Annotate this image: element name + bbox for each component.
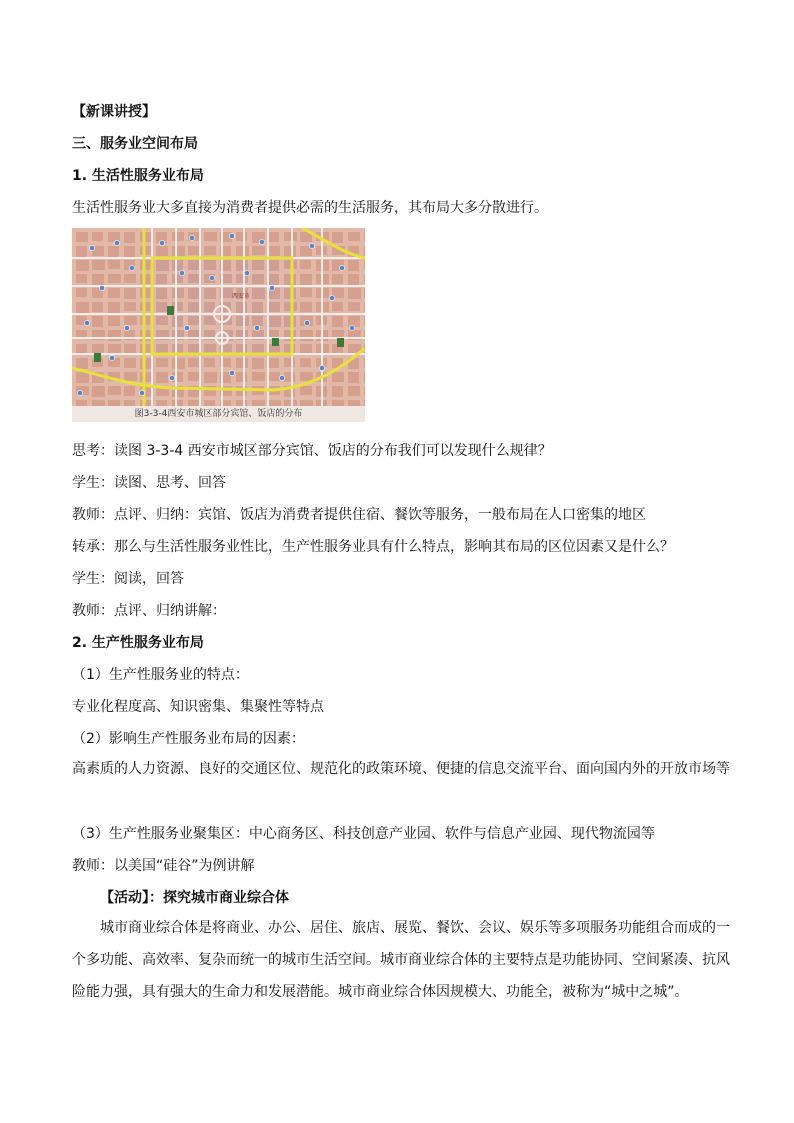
city-block — [364, 232, 365, 241]
city-block — [236, 246, 249, 256]
city-block — [140, 316, 152, 325]
city-block — [236, 386, 247, 396]
city-block — [204, 400, 215, 406]
hotel-marker — [304, 320, 309, 325]
city-block — [108, 260, 120, 269]
city-block — [76, 344, 87, 354]
city-block — [172, 232, 184, 241]
city-block — [204, 372, 217, 383]
city-block — [268, 274, 279, 285]
student-response-1: 学生：读图、思考、回答 — [72, 475, 226, 491]
city-block — [236, 358, 248, 368]
city-block — [76, 302, 89, 313]
city-block — [172, 260, 183, 271]
hotel-marker — [309, 243, 314, 248]
hotel-marker — [229, 233, 234, 238]
city-block — [204, 358, 215, 367]
city-block — [268, 372, 280, 381]
city-block — [204, 232, 217, 241]
city-block — [364, 302, 365, 312]
city-block — [124, 274, 136, 283]
heading-service-layout: 三、服务业空间布局 — [72, 136, 198, 152]
subheading-features: （1）生产性服务业的特点： — [72, 667, 249, 683]
subheading-factors: （2）影响生产性服务业布局的因素： — [72, 731, 305, 747]
city-block — [284, 330, 296, 341]
city-block — [300, 260, 311, 269]
hotel-marker — [229, 370, 234, 375]
hotel-marker — [349, 325, 354, 330]
city-block — [124, 358, 136, 368]
hotel-marker — [84, 320, 89, 325]
city-block — [268, 400, 281, 406]
city-block — [92, 232, 103, 241]
city-block — [332, 274, 343, 284]
city-block — [188, 260, 199, 270]
activity-heading: 【活动】：探究城市商业综合体 — [100, 890, 289, 906]
hotel-marker — [109, 355, 114, 360]
city-block — [76, 288, 87, 297]
city-block — [348, 400, 360, 406]
hotel-marker — [114, 240, 119, 245]
hotel-marker — [269, 285, 274, 290]
city-block — [300, 386, 312, 395]
city-block — [76, 372, 89, 383]
teacher-summary-1: 教师：点评、归纳：宾馆、饭店为消费者提供住宿、餐饮等服务，一般布局在人口密集的地区 — [72, 507, 646, 523]
city-block — [300, 302, 312, 312]
city-block — [204, 302, 215, 312]
student-response-2: 学生：阅读，回答 — [72, 571, 184, 587]
city-block — [332, 232, 343, 243]
xian-hotel-map — [72, 228, 365, 406]
hotel-marker — [77, 390, 82, 395]
city-block — [124, 232, 135, 243]
hotel-marker — [329, 295, 334, 300]
green-park-marker — [272, 338, 279, 346]
city-block — [140, 372, 152, 382]
map-image — [72, 228, 365, 406]
city-block — [172, 288, 184, 298]
city-block — [108, 302, 120, 313]
city-block — [140, 344, 152, 353]
teacher-example: 教师：以美国“硅谷”为例讲解 — [72, 858, 255, 874]
city-block — [92, 302, 103, 312]
city-block — [172, 358, 185, 369]
city-block — [236, 400, 247, 406]
hotel-marker — [129, 265, 134, 270]
city-block — [268, 232, 279, 242]
city-block — [268, 260, 279, 271]
city-block — [140, 288, 152, 298]
city-block — [76, 400, 87, 406]
hotel-marker — [184, 325, 189, 330]
hotel-marker — [279, 375, 284, 380]
intro-text: 生活性服务业大多直接为消费者提供必需的生活服务，其布局大多分散进行。 — [72, 200, 548, 216]
city-block — [204, 260, 216, 270]
city-block — [284, 288, 296, 299]
factors-text: 高素质的人力资源、良好的交通区位、规范化的政策环境、便捷的信息交流平台、面向国内外的开放市场等 — [72, 761, 730, 777]
city-block — [348, 302, 360, 311]
city-block — [348, 288, 361, 299]
hotel-marker — [159, 240, 164, 245]
city-block — [236, 302, 247, 313]
city-block — [268, 246, 280, 256]
city-block — [300, 358, 311, 367]
city-block — [252, 274, 264, 284]
city-block — [364, 260, 365, 269]
clusters-text: （3）生产性服务业聚集区：中心商务区、科技创意产业园、软件与信息产业园、现代物流园等 — [72, 826, 655, 842]
city-block — [172, 316, 183, 327]
city-block — [124, 386, 135, 396]
city-block — [284, 232, 297, 241]
hotel-marker — [244, 270, 249, 275]
city-block — [236, 316, 249, 326]
city-block — [156, 302, 167, 312]
city-block — [92, 260, 105, 270]
city-block — [364, 288, 365, 298]
city-block — [188, 358, 199, 367]
hotel-marker — [189, 235, 194, 240]
hotel-marker — [179, 270, 184, 275]
city-block — [348, 386, 360, 396]
city-block — [156, 246, 168, 256]
heading-living-service: 1. 生活性服务业布局 — [72, 168, 204, 184]
city-block — [300, 288, 312, 297]
hotel-marker — [339, 265, 344, 270]
city-block — [188, 372, 200, 381]
hotel-marker — [259, 239, 264, 244]
hotel-marker — [139, 390, 144, 395]
city-block — [156, 288, 167, 299]
city-block — [252, 372, 265, 381]
city-block — [92, 386, 105, 397]
city-block — [124, 246, 135, 257]
city-block — [156, 260, 169, 271]
green-park-marker — [94, 353, 101, 362]
city-block — [124, 344, 136, 353]
city-block — [204, 288, 216, 299]
city-block — [252, 260, 264, 270]
city-block — [300, 330, 313, 341]
activity-paragraph: 城市商业综合体是将商业、办公、居住、旅店、展览、餐饮、会议、娱乐等多项服务功能组合而成的一个多功能、高效率、复杂而统一的城市生活空间。城市商业综合体的主要特点是功能协同、空间紧凑、抗风险能力强，具有强大的生命力和发展潜能。城市商业综合体因规模大、功能全，被称为“城中之城”。 — [72, 920, 730, 1000]
city-block — [348, 260, 359, 271]
city-block — [76, 274, 87, 283]
hotel-marker — [169, 375, 174, 380]
hotel-marker — [124, 325, 129, 330]
city-block — [364, 400, 365, 406]
city-block — [284, 316, 296, 327]
city-block — [124, 372, 137, 381]
city-block — [172, 400, 183, 406]
city-block — [108, 288, 120, 298]
city-block — [364, 386, 365, 395]
city-block — [108, 274, 121, 283]
city-block — [300, 400, 313, 406]
city-block — [284, 400, 297, 406]
transition-question: 转承：那么与生活性服务业性比，生产性服务业具有什么特点，影响其布局的区位因素又是什么？ — [72, 539, 674, 555]
city-block — [156, 316, 168, 325]
city-block — [76, 232, 88, 242]
city-block — [156, 274, 167, 284]
green-park-marker — [337, 338, 344, 347]
city-block — [348, 372, 359, 383]
city-block — [108, 246, 119, 257]
city-block — [252, 344, 264, 353]
city-block — [172, 246, 185, 256]
hotel-marker — [319, 365, 324, 370]
city-block — [332, 372, 344, 382]
map-figure — [72, 228, 365, 422]
hotel-marker — [209, 275, 214, 280]
city-block — [76, 358, 88, 369]
city-block — [236, 260, 248, 271]
city-block — [268, 302, 280, 312]
city-block — [92, 400, 105, 406]
city-block — [284, 372, 295, 382]
city-block — [108, 330, 121, 341]
city-block — [300, 372, 313, 381]
city-block — [284, 358, 295, 367]
features-text: 专业化程度高、知识密集、集聚性等特点 — [72, 699, 324, 715]
city-block — [156, 344, 168, 353]
city-block — [124, 316, 137, 325]
city-block — [236, 232, 247, 241]
heading-production-service: 2. 生产性服务业布局 — [72, 635, 204, 651]
city-block — [236, 372, 247, 382]
city-block — [332, 316, 343, 327]
city-block — [108, 400, 120, 406]
city-block — [332, 302, 343, 311]
green-park-marker — [167, 306, 174, 315]
city-block — [108, 386, 121, 395]
city-block — [364, 246, 365, 257]
section-tag: 【新课讲授】 — [72, 104, 156, 120]
city-block — [348, 316, 360, 327]
city-block — [284, 246, 296, 257]
city-block — [188, 344, 200, 353]
city-block — [108, 344, 121, 354]
city-block — [140, 246, 152, 255]
city-block — [252, 400, 265, 406]
city-block — [188, 246, 199, 255]
city-block — [108, 316, 120, 326]
city-block — [156, 400, 167, 406]
city-block — [76, 246, 87, 257]
figure-caption: 图3-3-4西安市城区部分宾馆、饭店的分布 — [134, 409, 303, 419]
think-question: 思考：读图 3-3-4 西安市城区部分宾馆、饭店的分布我们可以发现什么规律？ — [72, 443, 552, 459]
hotel-marker — [89, 245, 94, 250]
teacher-summary-2: 教师：点评、归纳讲解： — [72, 603, 226, 619]
city-block — [252, 316, 263, 326]
city-block — [124, 302, 136, 311]
city-block — [332, 400, 344, 406]
hotel-marker — [99, 285, 104, 290]
hotel-marker — [254, 325, 259, 330]
city-block — [364, 316, 365, 326]
city-block — [252, 288, 265, 299]
city-block — [92, 316, 103, 327]
city-block — [252, 358, 264, 369]
city-block — [284, 274, 296, 285]
city-block — [252, 246, 265, 255]
map-city-label: 西安市 — [232, 293, 251, 300]
city-block — [76, 260, 89, 271]
city-block — [364, 372, 365, 383]
city-block — [252, 302, 263, 313]
city-block — [204, 246, 216, 255]
city-block — [268, 358, 279, 368]
city-block — [300, 274, 312, 285]
city-block — [92, 274, 104, 285]
city-block — [156, 372, 168, 383]
city-block — [332, 386, 343, 397]
city-block — [124, 400, 135, 406]
city-block — [156, 358, 168, 367]
city-block — [364, 274, 365, 283]
city-block — [140, 232, 152, 242]
city-block — [124, 288, 136, 299]
city-block — [364, 358, 365, 368]
city-block — [348, 232, 360, 241]
city-block — [348, 274, 359, 285]
city-block — [188, 400, 200, 406]
city-block — [268, 316, 281, 327]
